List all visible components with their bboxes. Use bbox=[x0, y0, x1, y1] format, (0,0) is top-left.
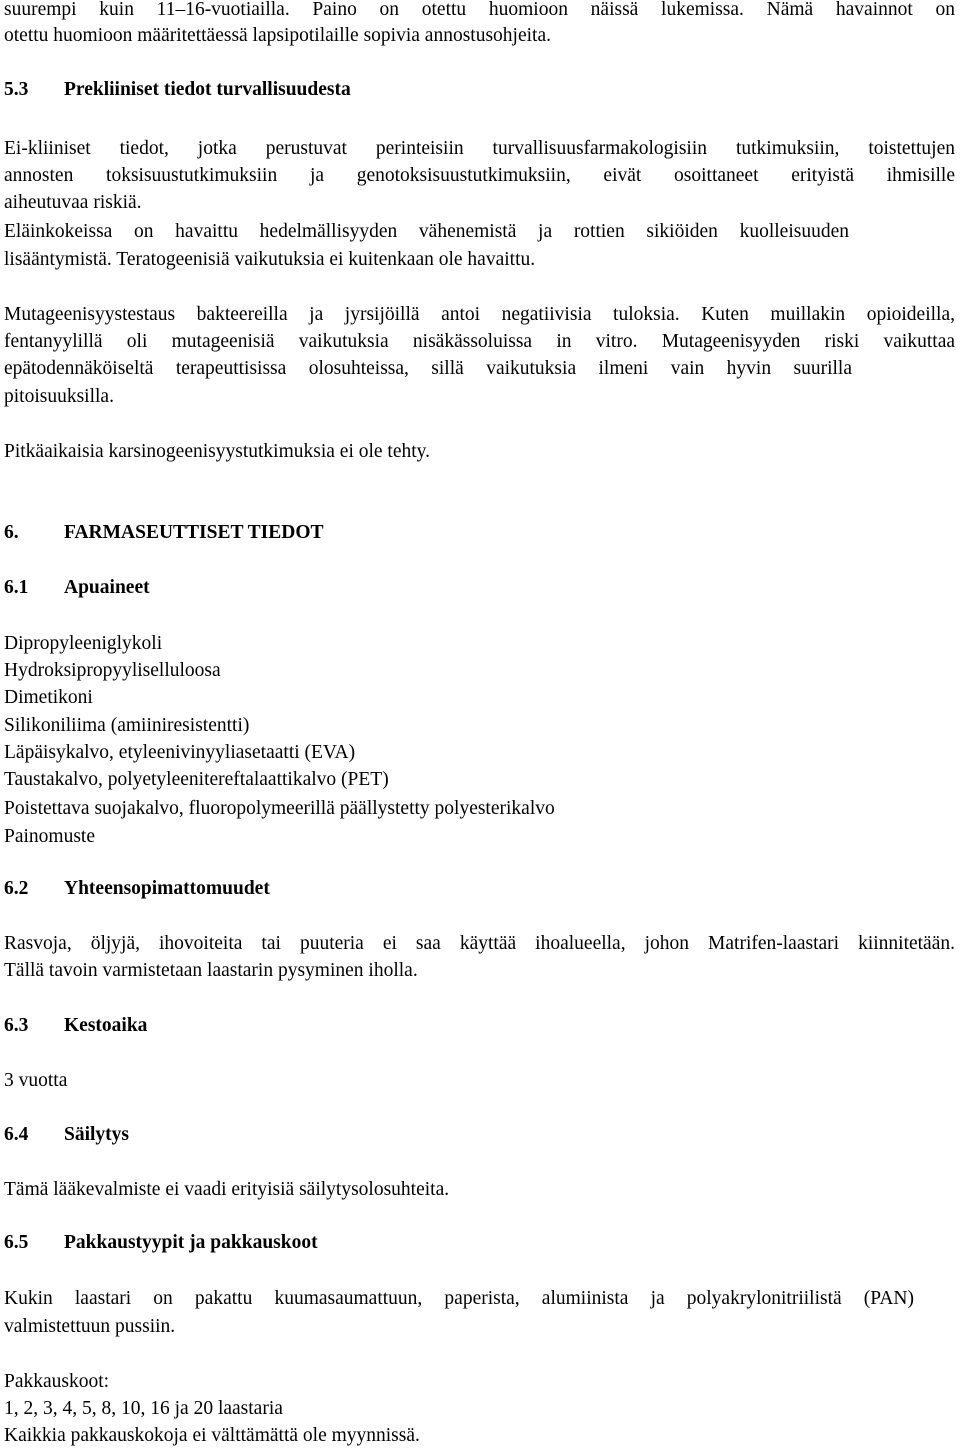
excipient-item: Poistettava suojakalvo, fluoropolymeerillä päällystetty polyesterikalvo bbox=[4, 798, 555, 819]
paragraph-line: Kaikkia pakkauskokoja ei välttämättä ole myynnissä. bbox=[4, 1425, 420, 1446]
section-heading-6-5 bbox=[4, 1231, 318, 1255]
section-heading-6-4 bbox=[4, 1123, 129, 1147]
paragraph-line: valmistettuun pussiin. bbox=[4, 1316, 176, 1337]
paragraph-line: Tällä tavoin varmistetaan laastarin pysyminen iholla. bbox=[4, 960, 418, 981]
section-number: 6.4 bbox=[4, 1124, 29, 1145]
paragraph-line: 1, 2, 3, 4, 5, 8, 10, 16 ja 20 laastaria bbox=[4, 1398, 283, 1419]
paragraph-line: epätodennäköiseltä terapeuttisissa olosuhteissa, sillä vaikutuksia ilmeni vain hyvin suurilla bbox=[4, 358, 852, 379]
paragraph-line: Ei-kliiniset tiedot, jotka perustuvat perinteisiin turvallisuusfarmakologisiin tutkimuksiin, toistettujen bbox=[4, 138, 955, 159]
section-heading-5-3 bbox=[4, 78, 351, 102]
section-title: FARMASEUTTISET TIEDOT bbox=[64, 522, 324, 543]
paragraph-line: Tämä lääkevalmiste ei vaadi erityisiä säilytysolosuhteita. bbox=[4, 1179, 450, 1200]
paragraph-line: Pitkäaikaisia karsinogeenisyystutkimuksia ei ole tehty. bbox=[4, 441, 431, 462]
excipient-item: Dimetikoni bbox=[4, 687, 93, 708]
paragraph-line: fentanyylillä oli mutageenisiä vaikutuksia nisäkässoluissa in vitro. Mutageenisyyden riski vaikuttaa bbox=[4, 331, 955, 352]
section-number: 6.5 bbox=[4, 1232, 29, 1253]
section-number: 6. bbox=[4, 522, 19, 543]
paragraph-line: aiheutuvaa riskiä. bbox=[4, 192, 142, 213]
section-title: Prekliiniset tiedot turvallisuudesta bbox=[64, 79, 351, 100]
paragraph-line: Pakkauskoot: bbox=[4, 1371, 110, 1392]
section-title: Säilytys bbox=[64, 1124, 130, 1145]
excipient-item: Painomuste bbox=[4, 826, 95, 847]
excipient-item: Taustakalvo, polyetyleenitereftalaattikalvo (PET) bbox=[4, 769, 389, 790]
excipient-item: Silikoniliima (amiiniresistentti) bbox=[4, 715, 250, 736]
section-title: Kestoaika bbox=[64, 1015, 148, 1036]
paragraph-line: Mutageenisyystestaus bakteereilla ja jyrsijöillä antoi negatiivisia tuloksia. Kuten muillakin opioideilla, bbox=[4, 304, 955, 325]
section-heading-6-3 bbox=[4, 1014, 147, 1038]
excipient-item: Hydroksipropyyliselluloosa bbox=[4, 660, 221, 681]
excipient-item: Dipropyleeniglykoli bbox=[4, 633, 163, 654]
section-title: Apuaineet bbox=[64, 577, 150, 598]
section-heading-6-2 bbox=[4, 877, 270, 901]
paragraph-line: lisääntymistä. Teratogeenisiä vaikutuksia ei kuitenkaan ole havaittu. bbox=[4, 249, 536, 270]
paragraph-line: 3 vuotta bbox=[4, 1070, 68, 1091]
section-number: 5.3 bbox=[4, 79, 29, 100]
paragraph-line: pitoisuuksilla. bbox=[4, 386, 114, 407]
section-heading-6-1 bbox=[4, 576, 150, 600]
intro-line: otettu huomioon määritettäessä lapsipotilaille sopivia annostusohjeita. bbox=[4, 25, 551, 46]
paragraph-line: Eläinkokeissa on havaittu hedelmällisyyden vähenemistä ja rottien sikiöiden kuolleisuuden bbox=[4, 221, 849, 242]
paragraph-line: Rasvoja, öljyjä, ihovoiteita tai puuteria ei saa käyttää ihoalueella, johon Matrifen-laastari kiinnitetään. bbox=[4, 933, 955, 954]
section-number: 6.1 bbox=[4, 577, 29, 598]
section-title: Pakkaustyypit ja pakkauskoot bbox=[64, 1232, 318, 1253]
paragraph-line: annosten toksisuustutkimuksiin ja genotoksisuustutkimuksiin, eivät osoittaneet erityistä ihmisille bbox=[4, 165, 955, 186]
section-title: Yhteensopimattomuudet bbox=[64, 878, 270, 899]
intro-line: suurempi kuin 11–16-vuotiailla. Paino on otettu huomioon näissä lukemissa. Nämä havainnot on bbox=[4, 0, 955, 20]
excipient-item: Läpäisykalvo, etyleenivinyyliasetaatti (EVA) bbox=[4, 742, 356, 763]
section-number: 6.2 bbox=[4, 878, 29, 899]
section-heading-6 bbox=[4, 521, 324, 545]
section-number: 6.3 bbox=[4, 1015, 29, 1036]
paragraph-line: Kukin laastari on pakattu kuumasaumattuun, paperista, alumiinista ja polyakrylonitriilistä (PAN) bbox=[4, 1288, 914, 1309]
